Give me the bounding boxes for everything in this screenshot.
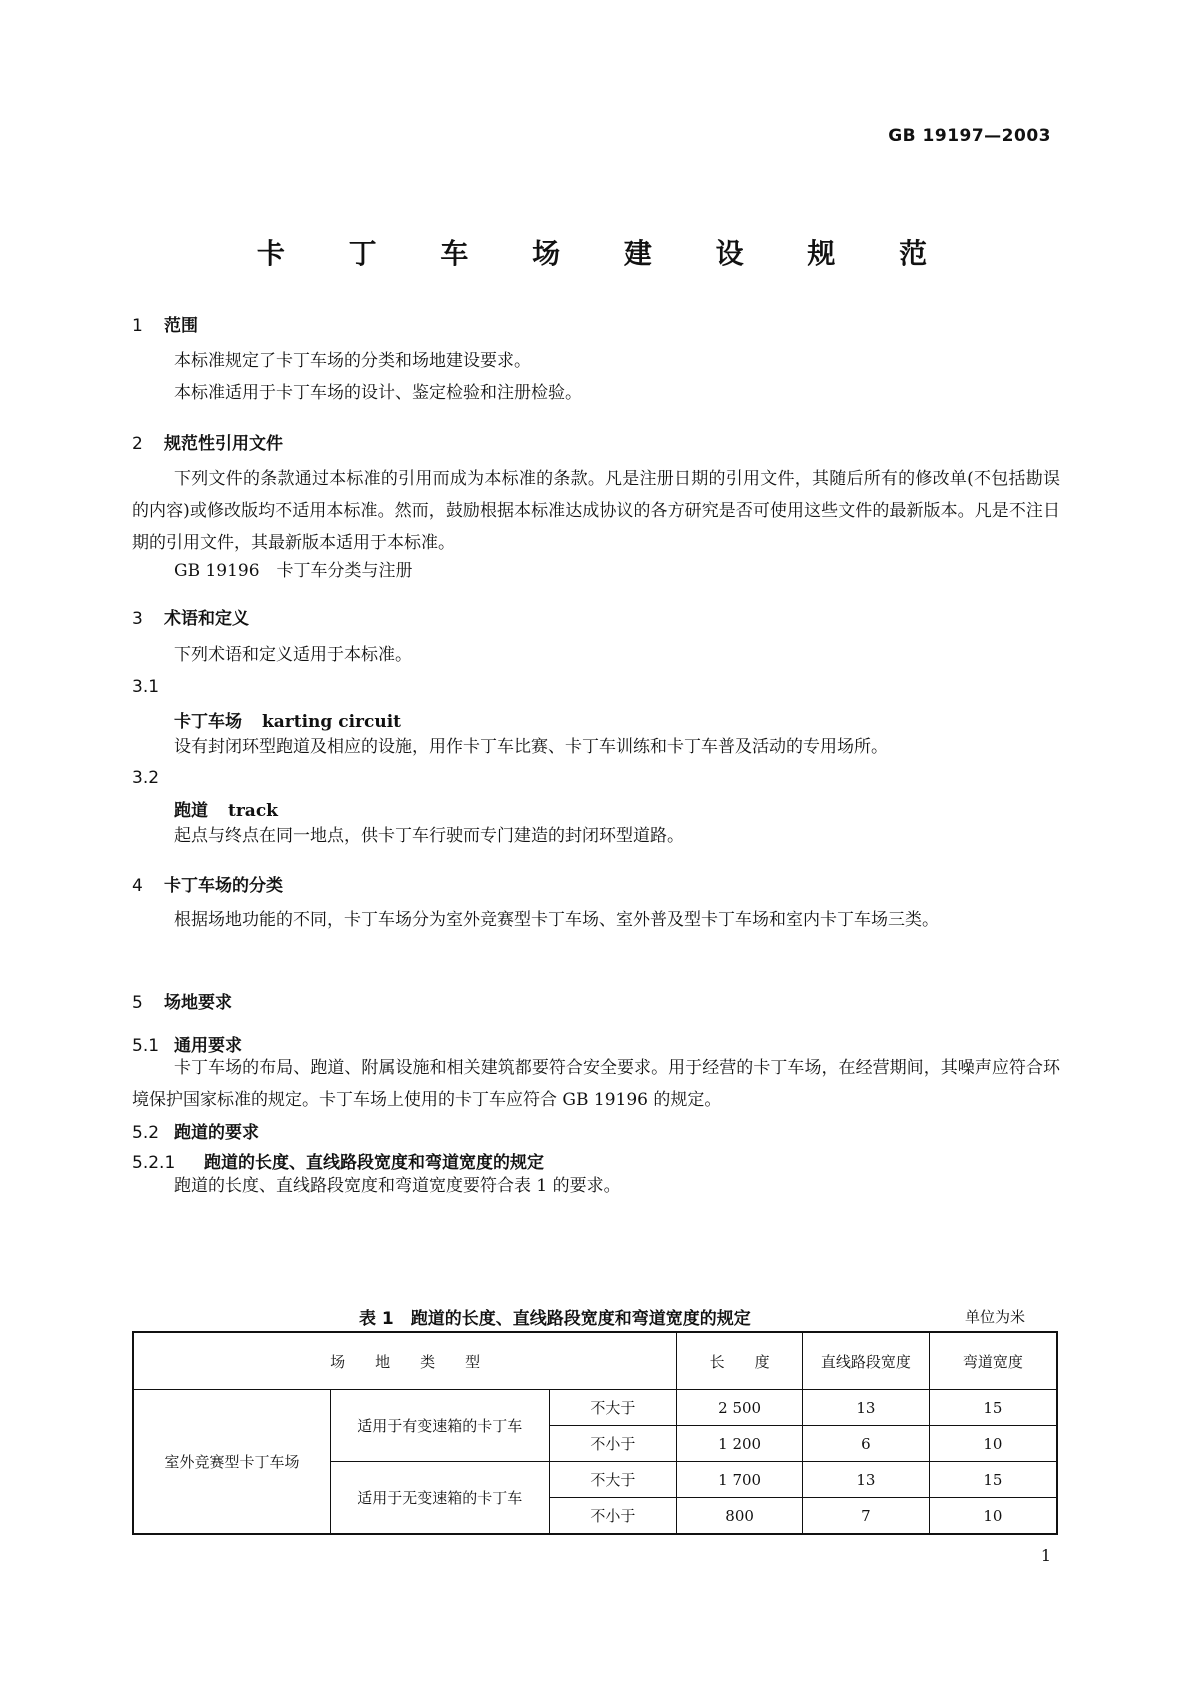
section-title: 通用要求 (174, 1036, 242, 1056)
term-cn: 卡丁车场 (174, 712, 242, 732)
condition-cell: 不小于 (549, 1426, 677, 1462)
section-number: 5.2 (132, 1123, 160, 1143)
group-label: 适用于无变速箱的卡丁车 (331, 1462, 549, 1535)
table-row (133, 1390, 1057, 1426)
curve-cell: 10 (929, 1426, 1057, 1462)
paragraph: 卡丁车场的布局、跑道、附属设施和相关建筑都要符合安全要求。用于经营的卡丁车场，在经营期间，其噪声应符合环境保护国家标准的规定。卡丁车场上使用的卡丁车应符合 GB 19196 的规定。 (132, 1058, 1060, 1110)
paragraph: 跑道的长度、直线路段宽度和弯道宽度要符合表 1 的要求。 (174, 1176, 621, 1196)
paragraph: 根据场地功能的不同，卡丁车场分为室外竞赛型卡丁车场、室外普及型卡丁车场和室内卡丁车场三类。 (174, 910, 939, 930)
page-title: 卡 丁 车 场 建 设 规 范 (256, 237, 955, 270)
paragraph: 下列术语和定义适用于本标准。 (174, 645, 412, 665)
paragraph: 本标准适用于卡丁车场的设计、鉴定检验和注册检验。 (174, 383, 582, 403)
section-5-heading (132, 988, 232, 1013)
straight-cell: 6 (803, 1426, 930, 1462)
venue-cell: 室外竞赛型卡丁车场 (133, 1390, 331, 1535)
section-title: 规范性引用文件 (164, 434, 283, 454)
section-title: 跑道的要求 (174, 1123, 259, 1143)
curve-cell: 10 (929, 1498, 1057, 1535)
section-number: 5 (132, 993, 143, 1013)
page-number: 1 (1040, 1546, 1051, 1565)
length-cell: 2 500 (677, 1390, 803, 1426)
paragraph: 本标准规定了卡丁车场的分类和场地建设要求。 (174, 351, 531, 371)
group-label: 适用于有变速箱的卡丁车 (331, 1390, 549, 1462)
term-en: karting circuit (262, 712, 402, 732)
section-number: 1 (132, 316, 143, 336)
section-number: 2 (132, 434, 143, 454)
term-heading (174, 707, 401, 732)
term-en: track (228, 801, 278, 821)
section-number: 4 (132, 876, 143, 896)
straight-cell: 13 (803, 1390, 930, 1426)
header-straight-width: 直线路段宽度 (803, 1332, 930, 1390)
section-number: 5.2.1 (132, 1153, 176, 1173)
section-2-heading (132, 429, 283, 454)
section-title: 场地要求 (164, 993, 232, 1013)
table-unit: 单位为米 (965, 1308, 1026, 1326)
section-1-heading (132, 311, 198, 336)
straight-cell: 7 (803, 1498, 930, 1535)
term-definition: 起点与终点在同一地点，供卡丁车行驶而专门建造的封闭环型道路。 (174, 826, 684, 846)
section-number: 5.1 (132, 1036, 160, 1056)
header-venue-type: 场 地 类 型 (133, 1332, 677, 1390)
straight-cell: 13 (803, 1462, 930, 1498)
paragraph: 下列文件的条款通过本标准的引用而成为本标准的条款。凡是注册日期的引用文件，其随后所有的修改单(不包括勘误的内容)或修改版均不适用本标准。然而，鼓励根据本标准达成协议的各方研究是否可使用这些文件的最新版本。凡是不注日期的引用文件，其最新版本适用于本标准。 (132, 469, 1060, 553)
section-number: 3 (132, 609, 143, 629)
section-4-heading (132, 871, 283, 896)
condition-cell: 不大于 (549, 1462, 677, 1498)
section-5-2-heading (132, 1118, 259, 1143)
condition-cell: 不小于 (549, 1498, 677, 1535)
length-cell: 1 200 (677, 1426, 803, 1462)
condition-cell: 不大于 (549, 1390, 677, 1426)
reference-document: GB 19196 卡丁车分类与注册 (174, 561, 413, 581)
section-title: 范围 (164, 316, 198, 336)
term-number: 3.2 (132, 768, 160, 788)
table-caption: 表 1 跑道的长度、直线路段宽度和弯道宽度的规定 (359, 1309, 751, 1329)
header-curve-width: 弯道宽度 (929, 1332, 1057, 1390)
section-title: 术语和定义 (164, 609, 249, 629)
section-title: 跑道的长度、直线路段宽度和弯道宽度的规定 (204, 1153, 544, 1173)
curve-cell: 15 (929, 1462, 1057, 1498)
track-requirements-table (132, 1331, 1058, 1535)
term-definition: 设有封闭环型跑道及相应的设施，用作卡丁车比赛、卡丁车训练和卡丁车普及活动的专用场所。 (174, 737, 888, 757)
term-cn: 跑道 (174, 801, 208, 821)
curve-cell: 15 (929, 1390, 1057, 1426)
length-cell: 1 700 (677, 1462, 803, 1498)
term-heading (174, 796, 278, 821)
section-3-heading (132, 604, 249, 629)
length-cell: 800 (677, 1498, 803, 1535)
standard-code: GB 19197—2003 (888, 126, 1051, 146)
table-header-row (133, 1332, 1057, 1390)
section-title: 卡丁车场的分类 (164, 876, 283, 896)
term-number: 3.1 (132, 677, 160, 697)
header-length: 长 度 (677, 1332, 803, 1390)
